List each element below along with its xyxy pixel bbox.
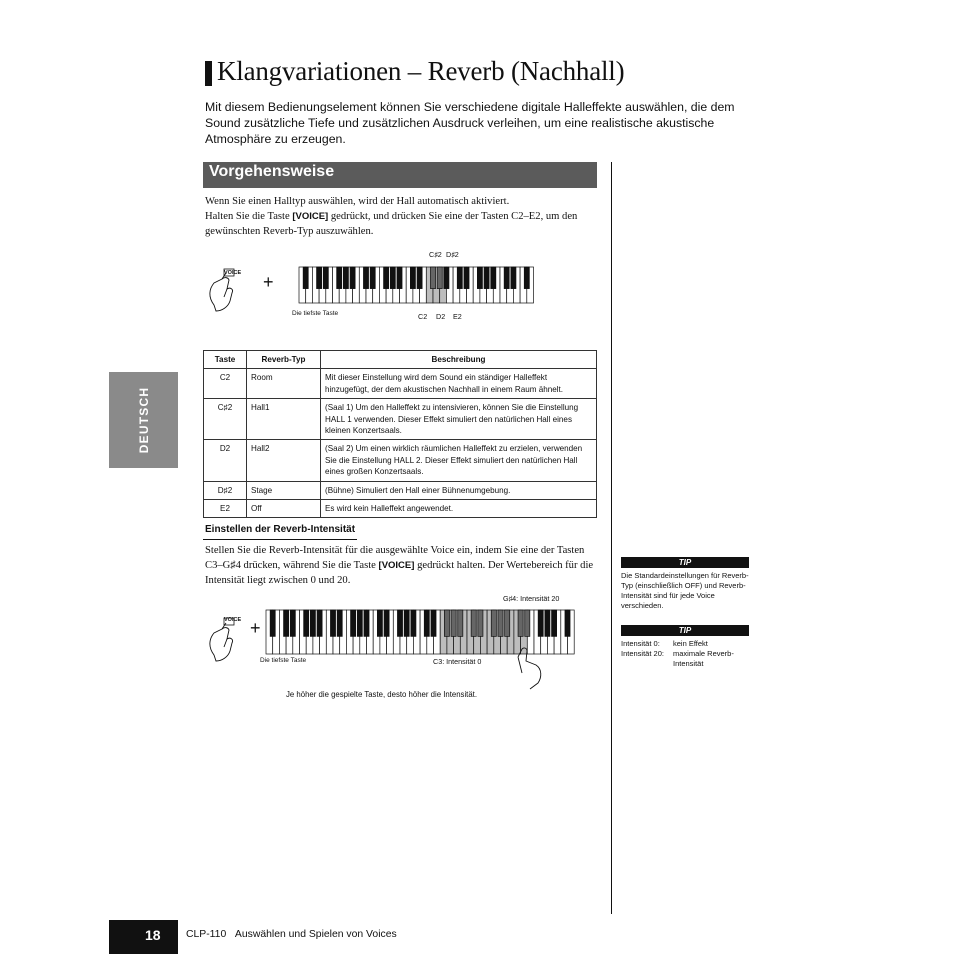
black-key (337, 267, 342, 289)
black-key (337, 610, 342, 636)
black-key (351, 610, 356, 636)
reverb-intensity-keyboard-diagram (200, 603, 580, 693)
table-cell-key: D♯2 (204, 481, 247, 499)
black-key (444, 267, 449, 289)
title-marker (205, 61, 212, 86)
tip-value: maximale Reverb-Intensität (673, 649, 734, 668)
voice-button-label-1: VOICE (224, 270, 242, 276)
tip-label-2: TIP (621, 625, 749, 636)
tip-label-1: TIP (621, 557, 749, 568)
footer-chapter: Auswählen und Spielen von Voices (234, 929, 397, 940)
table-cell-type: Hall1 (247, 399, 321, 440)
language-tab-label: DEUTSCH (137, 386, 151, 454)
black-key (357, 610, 362, 636)
black-key (491, 267, 496, 289)
intensity-max-label: G♯4: Intensität 20 (503, 594, 560, 603)
black-key (518, 610, 523, 636)
black-key (430, 267, 435, 289)
black-key (484, 267, 489, 289)
black-key (363, 267, 368, 289)
black-key (458, 610, 463, 636)
key-label-d2: D2 (436, 312, 446, 321)
black-key (384, 267, 389, 289)
column-divider (611, 162, 612, 914)
intensity-min-label: C3: Intensität 0 (433, 657, 482, 666)
intensity-text-pre: Stellen Sie die Reverb-Intensität für die ausgewählte Voice ein, indem Sie eine der Tasten C3–G♯4 drücken, während Sie die Taste (205, 545, 585, 572)
black-key (477, 267, 482, 289)
table-cell-description: (Saal 2) Um einen wirklich räumlichen Halleffekt zu erzielen, verwenden Sie die Einstellung HALL 2. Dieser Effekt simuliert den natürlichen Hall eines großen Konzertsaals. (321, 440, 597, 481)
table-cell-description: Es wird kein Halleffekt angewendet. (321, 500, 597, 518)
tip-value: kein Effekt (673, 639, 708, 648)
tip-term: Intensität 20: (621, 649, 664, 658)
black-key (457, 267, 462, 289)
section-title: Vorgehensweise (209, 163, 335, 180)
table-cell-type: Room (247, 369, 321, 399)
black-key (545, 610, 550, 636)
tip-row (621, 639, 751, 649)
page-number: 18 (145, 927, 161, 943)
tip-term: Intensität 0: (621, 639, 660, 648)
black-key (411, 610, 416, 636)
table-row (204, 399, 597, 440)
black-key (303, 267, 308, 289)
black-key (350, 267, 355, 289)
black-key (498, 610, 503, 636)
black-key (304, 610, 309, 636)
black-key (323, 267, 328, 289)
black-key (364, 610, 369, 636)
black-key (384, 610, 389, 636)
procedure-text (205, 194, 597, 240)
black-key (290, 610, 295, 636)
tip-text-1: Die Standardeinstellungen für Reverb-Typ (einschließlich OFF) und Reverb-Intensität sind für jede Voice verschieden. (621, 571, 749, 610)
voice-button-label-2: VOICE (224, 617, 242, 623)
table-cell-key: C♯2 (204, 399, 247, 440)
key-label-c2: C2 (418, 312, 428, 321)
procedure-line2-pre: Halten Sie die Taste (205, 211, 293, 223)
key-label-dsharp2: D♯2 (446, 250, 459, 259)
table-header-description: Beschreibung (321, 351, 597, 369)
black-key (511, 267, 516, 289)
black-key (377, 610, 382, 636)
black-key (343, 267, 348, 289)
footer-model: CLP-110 (186, 929, 227, 940)
black-key (417, 267, 422, 289)
black-key (431, 610, 436, 636)
plus-sign-1: + (263, 272, 274, 292)
table-row (204, 440, 597, 481)
table-cell-key: C2 (204, 369, 247, 399)
intro-paragraph: Mit diesem Bedienungselement können Sie verschiedene digitale Halleffekte auswählen, die dem Sound zusätzliche Tiefe und zusätzlichen Ausdruck verleihen, um eine realistische akustische Atmosphäre zu erzeugen. (205, 100, 735, 146)
black-key (390, 267, 395, 289)
black-key (410, 267, 415, 289)
black-key (565, 610, 570, 636)
voice-button-ref: [VOICE] (292, 211, 329, 223)
key-label-e2: E2 (453, 312, 462, 321)
black-key (491, 610, 496, 636)
table-cell-key: E2 (204, 500, 247, 518)
black-key (538, 610, 543, 636)
procedure-line2-post: gedrückt, und drücken Sie eine der Tasten C2–E2, um den gewünschten Reverb-Typ auszuwählen. (205, 211, 578, 238)
table-cell-type: Off (247, 500, 321, 518)
tip-row (621, 649, 751, 669)
black-key (370, 267, 375, 289)
black-key (330, 610, 335, 636)
table-header-row (204, 351, 597, 369)
black-key (317, 267, 322, 289)
black-key (552, 610, 557, 636)
intensity-heading-underline (203, 539, 357, 540)
table-cell-type: Stage (247, 481, 321, 499)
intensity-caption: Je höher die gespielte Taste, desto höher die Intensität. (286, 690, 478, 699)
intensity-text (205, 543, 597, 589)
black-key (310, 610, 315, 636)
footer-text (186, 929, 397, 940)
table-row (204, 481, 597, 499)
black-key (270, 610, 275, 636)
black-key (284, 610, 289, 636)
table-row (204, 500, 597, 518)
table-header-key: Taste (204, 351, 247, 369)
table-cell-description: (Saal 1) Um den Halleffekt zu intensivieren, können Sie die Einstellung HALL 1 verwenden. Dieser Effekt simuliert den natürlichen Hall eines kleinen Konzertsaals. (321, 399, 597, 440)
keyboard-1 (299, 267, 534, 303)
black-key (444, 610, 449, 636)
black-key (504, 267, 509, 289)
reverb-type-keyboard-diagram (200, 245, 560, 325)
black-key (317, 610, 322, 636)
black-key (505, 610, 510, 636)
voice-button-ref-2: [VOICE] (378, 560, 415, 572)
reverb-type-table (203, 350, 597, 518)
intensity-heading: Einstellen der Reverb-Intensität (205, 524, 356, 535)
black-key (437, 267, 442, 289)
black-key (478, 610, 483, 636)
key-label-csharp2: C♯2 (429, 250, 442, 259)
black-key (404, 610, 409, 636)
black-key (451, 610, 456, 636)
table-row (204, 369, 597, 399)
black-key (397, 610, 402, 636)
black-key (424, 610, 429, 636)
intensity-text-post: gedrückt halten. Der Wertebereich für die Intensität liegt zwischen 0 und 20. (205, 560, 594, 587)
table-cell-key: D2 (204, 440, 247, 481)
black-key (524, 267, 529, 289)
plus-sign-2: + (250, 618, 261, 638)
lowest-key-label-2: Die tiefste Taste (260, 657, 307, 664)
black-key (471, 610, 476, 636)
table-header-type: Reverb-Typ (247, 351, 321, 369)
black-key (464, 267, 469, 289)
table-cell-description: Mit dieser Einstellung wird dem Sound ein ständiger Halleffekt hinzugefügt, der dem akustischen Nachhall in einem Raum ähnelt. (321, 369, 597, 399)
procedure-line1: Wenn Sie einen Halltyp auswählen, wird der Hall automatisch aktiviert. (205, 196, 510, 207)
keyboard-2 (266, 610, 574, 654)
page-title: Klangvariationen – Reverb (Nachhall) (217, 56, 625, 86)
voice-button-hand-icon (210, 618, 234, 661)
black-key (525, 610, 530, 636)
page-number-box (109, 920, 178, 954)
lowest-key-label-1: Die tiefste Taste (292, 310, 339, 317)
table-cell-description: (Bühne) Simuliert den Hall einer Bühnenumgebung. (321, 481, 597, 499)
table-cell-type: Hall2 (247, 440, 321, 481)
tip-text-2 (621, 639, 751, 669)
black-key (397, 267, 402, 289)
